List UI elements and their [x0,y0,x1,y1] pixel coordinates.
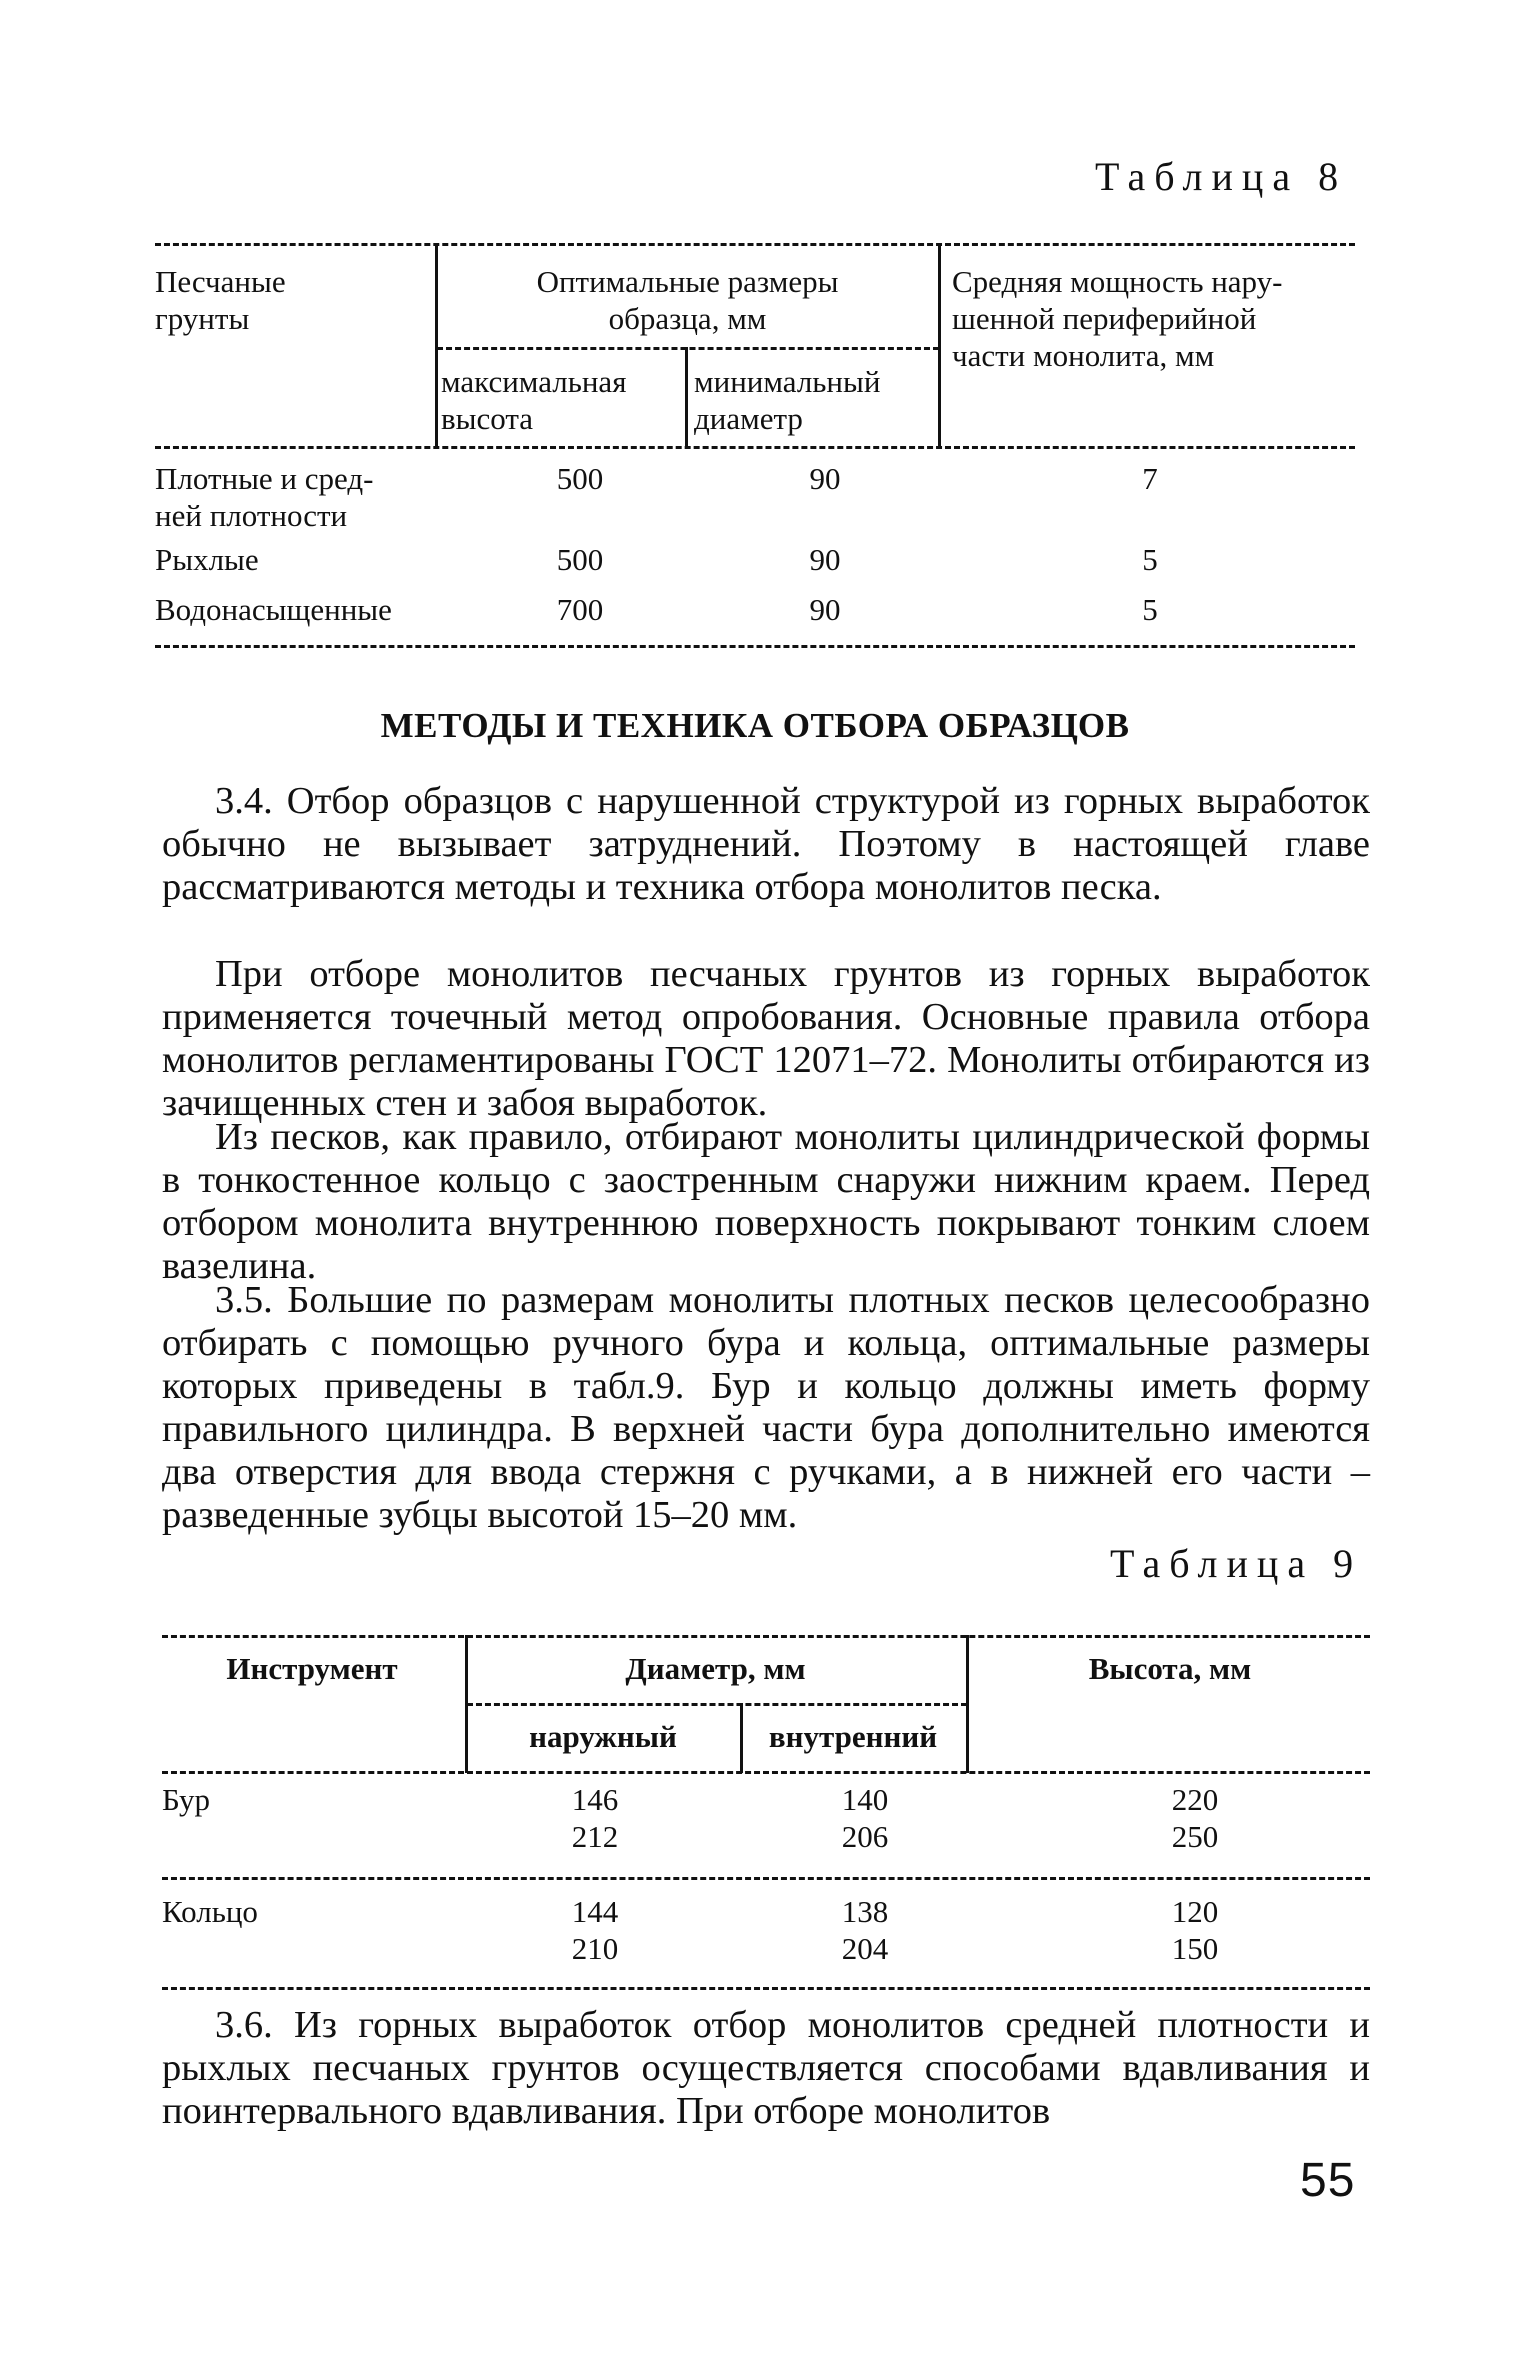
table9-header-inner: внутренний [768,1719,938,1754]
table8-cell-thickness: 7 [1142,461,1158,496]
table-row: Кольцо [162,1894,258,1929]
table8-header-rule [155,446,1355,449]
section-heading: МЕТОДЫ И ТЕХНИКА ОТБОРА ОБРАЗЦОВ [380,706,1130,745]
paragraph-cylinder-form: Из песков, как правило, отбирают монолиты цилиндрической формы в тонкостенное кольцо с заостренным снаружи нижним краем. Перед отбором монолита внутреннюю поверхность покрывают тонким слоем вазелина. [162,1116,1370,1287]
table8-col-divider-2 [938,243,941,448]
table-row: Рыхлые [155,542,259,577]
paragraph-3-5: 3.5. Большие по размерам монолиты плотных песков целесообразно отбирать с помощью ручного бура и кольца, оптимальные размеры которых приведены в табл.9. Бур и кольцо должны иметь форму правильного цилиндра. В верхней части бура дополнительно имеются два отверстия для ввода стержня с ручками, а в нижней его части – разведенные зубцы высотой 15–20 мм. [162,1279,1370,1536]
paragraph-3-6: 3.6. Из горных выработок отбор монолитов средней плотности и рыхлых песчаных грунтов осуществляется способами вдавливания и поинтервального вдавливания. При отборе монолитов [162,2004,1370,2132]
table8-cell-diameter: 90 [809,461,841,496]
table8-col-divider-1 [435,243,438,448]
table9-caption: Таблица 9 [1110,1541,1363,1586]
table9-row-rule [162,1877,1370,1880]
table9-cell-height: 220 250 [1171,1782,1219,1854]
table8-caption: Таблица 8 [1095,154,1348,199]
table8-cell-diameter: 90 [809,592,841,627]
table9-header-tool: Инструмент [226,1651,398,1686]
table8-header-max-height: максимальная высота [441,364,627,436]
table8-subheader-rule [437,347,939,350]
table8-col-divider-3 [685,347,688,448]
table8-cell-thickness: 5 [1142,592,1158,627]
table9-subheader-rule [467,1703,967,1706]
table9-cell-height: 120 150 [1171,1894,1219,1966]
table8-header-optimal: Оптимальные размеры образца, мм [536,264,839,336]
table-row: Водонасыщенные [155,592,392,627]
table9-header-diameter: Диаметр, мм [625,1651,806,1686]
table8-header-min-diameter: минимальный диаметр [694,364,881,436]
paragraph-monolith-rules: При отборе монолитов песчаных грунтов из горных выработок применяется точечный метод опробования. Основные правила отбора монолитов регламентированы ГОСТ 12071–72. Монолиты отбираются из зачищенных стен и забоя выработок. [162,953,1370,1124]
table8-cell-height: 700 [556,592,604,627]
table9-header-outer: наружный [529,1719,677,1754]
table9-top-rule [162,1635,1370,1638]
table9-header-rule [162,1771,1370,1774]
table8-top-rule [155,243,1355,246]
table8-cell-diameter: 90 [809,542,841,577]
table8-header-soil: Песчаные грунты [155,264,286,336]
table8-cell-height: 500 [556,461,604,496]
table8-cell-thickness: 5 [1142,542,1158,577]
table9-cell-outer: 146 212 [571,1782,619,1854]
table-row: Плотные и сред- ней плотности [155,461,374,533]
table9-bottom-rule [162,1987,1370,1990]
paragraph-3-4: 3.4. Отбор образцов с нарушенной структурой из горных выработок обычно не вызывает затруднений. Поэтому в настоящей главе рассматриваются методы и техника отбора монолитов песка. [162,780,1370,908]
table8-header-avg-thickness: Средняя мощность нару- шенной периферийной части монолита, мм [952,264,1283,373]
table9-cell-inner: 138 204 [841,1894,889,1966]
page-number: 55 [1300,2154,1356,2207]
table-row: Бур [162,1782,211,1817]
table9-col-divider-2 [966,1635,969,1773]
table9-cell-outer: 144 210 [571,1894,619,1966]
table8-cell-height: 500 [556,542,604,577]
table9-header-height: Высота, мм [1088,1651,1252,1686]
table8-bottom-rule [155,645,1355,648]
table9-cell-inner: 140 206 [841,1782,889,1854]
